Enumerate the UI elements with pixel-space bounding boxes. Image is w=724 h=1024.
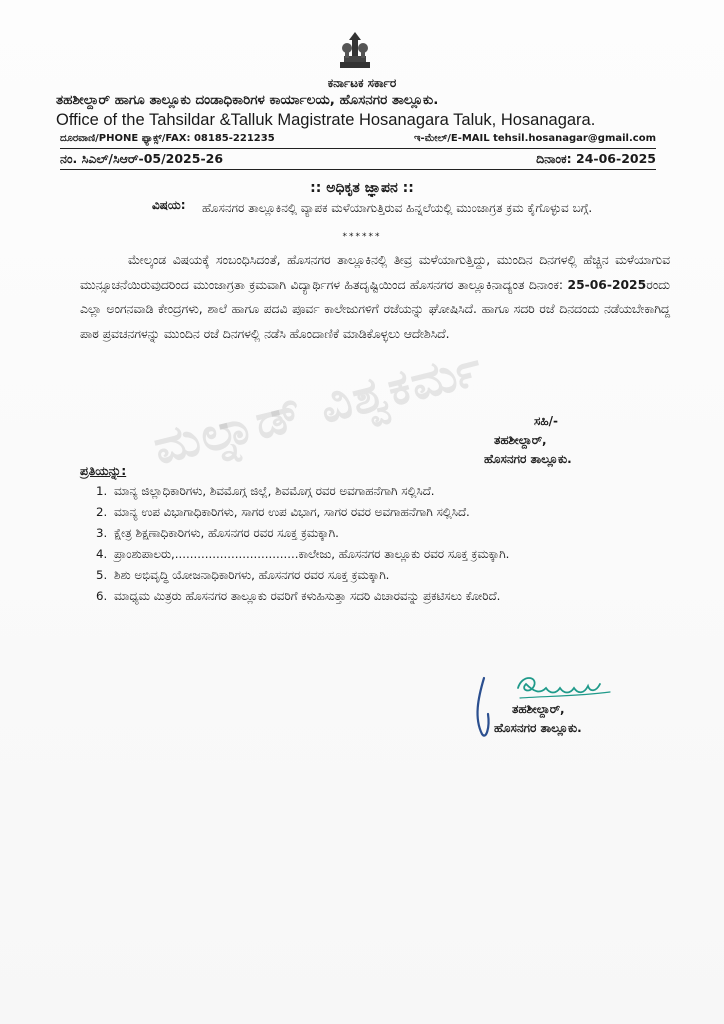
phone-fax: ದೂರವಾಣಿ/PHONE ಫ್ಯಾಕ್ಸ್/FAX: 08185-221235 <box>60 133 275 144</box>
signatory-place: ಹೊಸನಗರ ತಾಲ್ಲೂಕು. <box>494 721 582 735</box>
list-item: 3. ಕ್ಷೇತ್ರ ಶಿಕ್ಷಣಾಧಿಕಾರಿಗಳು, ಹೊಸನಗರ ರವರ ಸೂಕ್ತ ಕ್ರಮಕ್ಕಾಗಿ. <box>96 526 339 540</box>
list-item: 6. ಮಾಧ್ಯಮ ಮಿತ್ರರು ಹೊಸನಗರ ತಾಲ್ಲೂಕು ರವರಿಗೆ ಕಳುಹಿಸುತ್ತಾ ಸದರಿ ವಿಚಾರವನ್ನು ಪ್ರಕಟಿಸಲು ಕೋರಿದೆ. <box>96 589 501 603</box>
signed-mark: ಸಹಿ/- <box>534 414 558 428</box>
signatory-designation: ತಹಶೀಲ್ದಾರ್, <box>494 433 547 447</box>
reference-number: ನಂ. ಸಿಎಲ್/ಸಿಆರ್-05/2025-26 <box>60 151 224 166</box>
state-emblem-icon <box>334 28 376 72</box>
holiday-date: 25-06-2025 <box>567 277 647 292</box>
subject-text: ಹೊಸನಗರ ತಾಲ್ಲೂಕಿನಲ್ಲಿ ವ್ಯಾಪಕ ಮಳೆಯಾಗುತ್ತಿರುವ ಹಿನ್ನಲೆಯಲ್ಲಿ ಮುಂಜಾಗ್ರತ ಕ್ರಮ ಕೈಗೊಳ್ಳುವ ಬಗ್ಗೆ. <box>202 201 593 215</box>
government-title: ಕರ್ನಾಟಕ ಸರ್ಕಾರ <box>327 76 397 90</box>
signature-block-2 <box>494 700 674 738</box>
body-text-part2: ರಂದು ಎಲ್ಲಾ ಅಂಗನವಾಡಿ ಕೇಂದ್ರಗಳು, ಶಾಲೆ ಹಾಗೂ ಪದವಿ ಪೂರ್ವ ಕಾಲೇಜುಗಳಿಗೆ ರಜೆಯನ್ನು ಘೋಷಿಸಿದೆ. ಹಾಗೂ ಸದರಿ ರಜೆ ದಿನದಂದು ನಡೆಯಬೇಕಾಗಿದ್ದ ಪಾಠ ಪ್ರವಚನಗಳನ್ನು ಮುಂದಿನ ರಜೆ ದಿನಗಳಲ್ಲಿ ನಡೆಸಿ ಹೊಂದಾಣಿಕೆ ಮಾಡಿಕೊಳ್ಳಲು ಆದೇಶಿಸಿದೆ. <box>80 277 670 341</box>
office-name-english: Office of the Tahsildar &Talluk Magistrate Hosanagara Taluk, Hosanagara. <box>56 111 596 129</box>
subject-label: ವಿಷಯ: <box>152 198 186 212</box>
signatory-designation: ತಹಶೀಲ್ದಾರ್, <box>512 702 565 716</box>
subject-block <box>152 198 672 218</box>
body-paragraph <box>80 248 670 346</box>
contact-row <box>60 133 656 144</box>
email-address: ಇ-ಮೇಲ್/E-MAIL tehsil.hosanagar@gmail.com <box>414 133 656 144</box>
memo-title: :: ಅಧಿಕೃತ ಜ್ಞಾಪನ :: <box>310 180 414 196</box>
office-name-kannada: ತಹಶೀಲ್ದಾರ್ ಹಾಗೂ ತಾಲ್ಲೂಕು ದಂಡಾಧಿಕಾರಿಗಳ ಕಾರ್ಯಾಲಯ, ಹೊಸನಗರ ತಾಲ್ಲೂಕು. <box>56 92 439 108</box>
copies-title: ಪ್ರತಿಯನ್ನು: <box>80 463 127 478</box>
list-item: 4. ಪ್ರಾಂಶುಪಾಲರು,.................................ಕಾಲೇಜು, ಹೊಸನಗರ ತಾಲ್ಲೂಕು ರವರ ಸೂಕ್ತ ಕ್ರಮಕ್ಕಾಗಿ. <box>96 547 510 561</box>
list-item: 2. ಮಾನ್ಯ ಉಪ ವಿಭಾಗಾಧಿಕಾರಿಗಳು, ಸಾಗರ ಉಪ ವಿಭಾಗ, ಸಾಗರ ರವರ ಅವಗಾಹನೆಗಾಗಿ ಸಲ್ಲಿಸಿದೆ. <box>96 505 470 519</box>
body-text-part1: ಮೇಲ್ಕಂಡ ವಿಷಯಕ್ಕೆ ಸಂಬಂಧಿಸಿದಂತೆ, ಹೊಸನಗರ ತಾಲ್ಲೂಕಿನಲ್ಲಿ ತೀವ್ರ ಮಳೆಯಾಗುತ್ತಿದ್ದು, ಮುಂದಿನ ದಿನಗಳಲ್ಲಿ ಹೆಚ್ಚಿನ ಮಳೆಯಾಗುವ ಮುನ್ಸೂಚನೆಯಿರುವುದರಿಂದ ಮುಂಜಾಗ್ರತಾ ಕ್ರಮವಾಗಿ ವಿದ್ಯಾರ್ಥಿಗಳ ಹಿತದೃಷ್ಟಿಯಿಂದ ಹೊಸನಗರ ತಾಲ್ಲೂಕಿನಾದ್ಯಂತ ದಿನಾಂಕ: <box>80 253 670 292</box>
list-item: 1. ಮಾನ್ಯ ಜಿಲ್ಲಾಧಿಕಾರಿಗಳು, ಶಿವಮೊಗ್ಗ ಜಿಲ್ಲೆ, ಶಿವಮೊಗ್ಗ ರವರ ಅವಗಾಹನೆಗಾಗಿ ಸಲ್ಲಿಸಿದೆ. <box>96 484 435 498</box>
copies-list <box>96 482 636 608</box>
separator: ****** <box>342 232 382 242</box>
signature-block-1 <box>478 412 678 469</box>
reference-row <box>60 148 656 170</box>
list-item: 5. ಶಿಶು ಅಭಿವೃದ್ಧಿ ಯೋಜನಾಧಿಕಾರಿಗಳು, ಹೊಸನಗರ ರವರ ಸೂಕ್ತ ಕ್ರಮಕ್ಕಾಗಿ. <box>96 568 390 582</box>
document-date: ದಿನಾಂಕ: 24-06-2025 <box>536 151 656 166</box>
signatory-place: ಹೊಸನಗರ ತಾಲ್ಲೂಕು. <box>484 452 572 466</box>
watermark: ಮಲ್ನಾಡ್ ವಿಶ್ವಕರ್ಮ <box>148 340 489 476</box>
